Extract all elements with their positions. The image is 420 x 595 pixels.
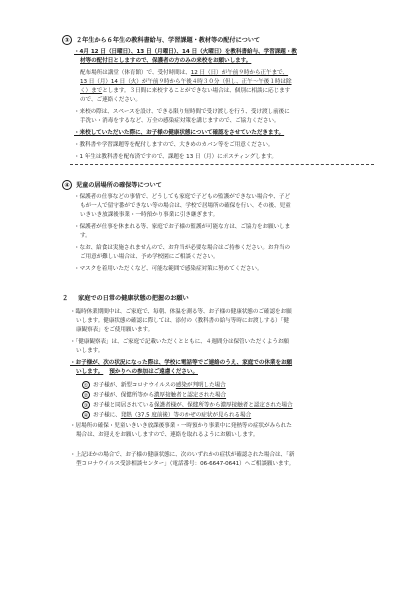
s3-line-4 (80, 88, 290, 95)
s3-line-2 (80, 70, 288, 77)
section-4-title: 児童の居場所の確保等について (76, 182, 162, 189)
s2-line-2: いします。健康状態の確認に際しては、添付の（教科書の給与等時にお渡しする）「健 (76, 318, 289, 324)
s4-line-3: いきいき放課後事業・一時預かり事業に引き継ぎます。 (80, 212, 219, 218)
s3-line-2-text: 配布場所は講堂（体育館）で、受付時間は、 (80, 70, 191, 76)
s2-item-2-number: ② (83, 393, 89, 399)
s4-line-5: す。 (80, 233, 91, 239)
s3-line-2-time: 12 日（日）が午前９時から正午まで、 (190, 70, 289, 76)
s4-line-6: ・なお、給食は実施されませんので、お弁当が必要な場合はご持参ください。お弁当の (74, 245, 291, 251)
s3-line-10: ・1 年生は教科書を配布済ですので、課題を 13 日（月）にポスティングします。 (74, 154, 277, 160)
s4-line-2: もが一人で留守番ができない等の場合は、学校で居場所の確保を行い、その後、児童 (80, 203, 291, 209)
s2-item-3-underlined: 保護者様が、保健所等から濃厚接触者と認定された場合 (153, 402, 293, 409)
s2-item-4-pre: お子様に、 (93, 412, 121, 419)
s4-line-7: ご用意が難しい場合は、予め学校園にご相談ください。 (80, 254, 219, 260)
s2-item-1-number: ① (83, 383, 89, 389)
s2-item-4 (82, 411, 251, 420)
s3-line-7: 手洗い・消毒をするなど、万全の感染症対策を講じますので、ご協力ください。 (80, 118, 280, 124)
section-4-heading (62, 180, 162, 190)
s3-line-5: ので、ご連絡ください。 (80, 97, 141, 103)
section-2-number: ２ (62, 295, 69, 302)
s3-line-1b (80, 58, 251, 65)
s2-item-1-pre: お子様が、新型コロナウイルスの (93, 382, 176, 389)
s3-line-1a: ・4月 12 日（日曜日）、13 日（月曜日）、14 日（火曜日）を教科書給与、学習課題・教 (74, 49, 297, 55)
s2-line-4: ・「健康観察表」は、ご家庭で記載いただくとともに、４週間分は保管いただくようお願 (70, 339, 289, 345)
s2-item-1 (82, 381, 226, 390)
s3-line-3: 13 日（月）14 日（火）が午前９時から午後４時３０分（但し、正午〜午後１時は除 (80, 79, 292, 85)
s3-line-1b-text: 材等の配付日としますので、保護者の方のみの来校をお願いします。 (80, 58, 252, 64)
s3-line-4-text: とします。３日間に来校することができない場合は、個別に相談に応じます (102, 88, 291, 94)
s2-item-1-underlined: 感染が判明した場合 (175, 382, 226, 389)
s2-item-2-underlined: 濃厚接触者と認定された場合 (153, 392, 227, 399)
s3-line-8: ・来校していただいた際に、お子様の健康状態について確認をさせていただきます。 (74, 130, 285, 136)
s2-item-2-pre: お子様が、保健所等から (93, 392, 154, 399)
s2-line-10: ・上記ほかの場合で、お子様の健康状態に、次のいずれかの症状が確認された場合は、「新 (70, 452, 295, 458)
s2-line-6: ・お子様が、次の状況になった際は、学校に電話等でご連絡のうえ、家庭での休業をお願 (70, 360, 293, 366)
s4-line-1: ・保護者の仕事などの事情で、どうしても家庭で子どもの監護ができない場合や、子ど (74, 194, 290, 200)
s3-line-9: ・教科書や学習課題等を配付しますので、大きめのカバン等をご用意ください。 (74, 142, 274, 148)
s2-line-5: いします。 (76, 348, 104, 354)
s2-item-4-underlined: 発熱（37.5 度前後）等のかぜの症状が見られる場合 (120, 412, 252, 419)
section-3-number: ③ (62, 35, 72, 45)
s2-line-7-a: いします。 (76, 369, 104, 375)
s2-item-3-number: ③ (83, 403, 89, 409)
s3-line-6: ・来校の際は、スペースを設け、できる限り短時間で受け渡しを行う、受け渡し前後に (74, 109, 290, 115)
s2-item-4-number: ④ (83, 413, 89, 419)
section-3-heading (62, 35, 260, 45)
section-3-title: ２年生から６年生の教科書給与、学習課題・教材等の配付について (76, 37, 260, 44)
s2-line-3: 康観察表」をご使用願います。 (76, 327, 154, 333)
s2-line-1: ・臨時休業期間中は、ご家庭で、毎朝、体温を測る等、お子様の健康状態のご確認をお願 (70, 309, 292, 315)
s2-item-2 (82, 391, 226, 400)
s4-line-8: ・マスクを着用いただくなど、可能な範囲で感染症対策に努めてください。 (74, 266, 263, 272)
s2-item-3 (82, 401, 293, 410)
s2-line-8: ・居場所の確保・児童いきいき放課後事業・一時預かり事業中に発熱等の症状がみられた (70, 423, 292, 429)
section-2-heading (62, 295, 189, 302)
section-2-title: 家庭での日常の健康状態の把握のお願い (78, 295, 189, 302)
s2-line-11: 型コロナウイルス受診相談センター」（電話番号：06-6647-0641）へご相談願います。 (76, 461, 295, 467)
s2-line-7-b: 預かりへの参加はご遠慮ください。 (109, 369, 198, 375)
s2-item-3-pre: お子様と同居されている (93, 402, 154, 409)
section-4-number: ④ (62, 180, 72, 190)
s3-line-4-until: く）まで (80, 88, 103, 94)
s2-line-9: 場合は、お迎えをお願いしますので、連絡を取れるようにお願いします。 (76, 432, 259, 438)
section-divider (70, 164, 374, 165)
s4-line-4: ・保護者が仕事を休まれる等、家庭でお子様の監護が可能な方は、ご協力をお願いしま (74, 224, 291, 230)
s2-line-7 (76, 369, 198, 376)
